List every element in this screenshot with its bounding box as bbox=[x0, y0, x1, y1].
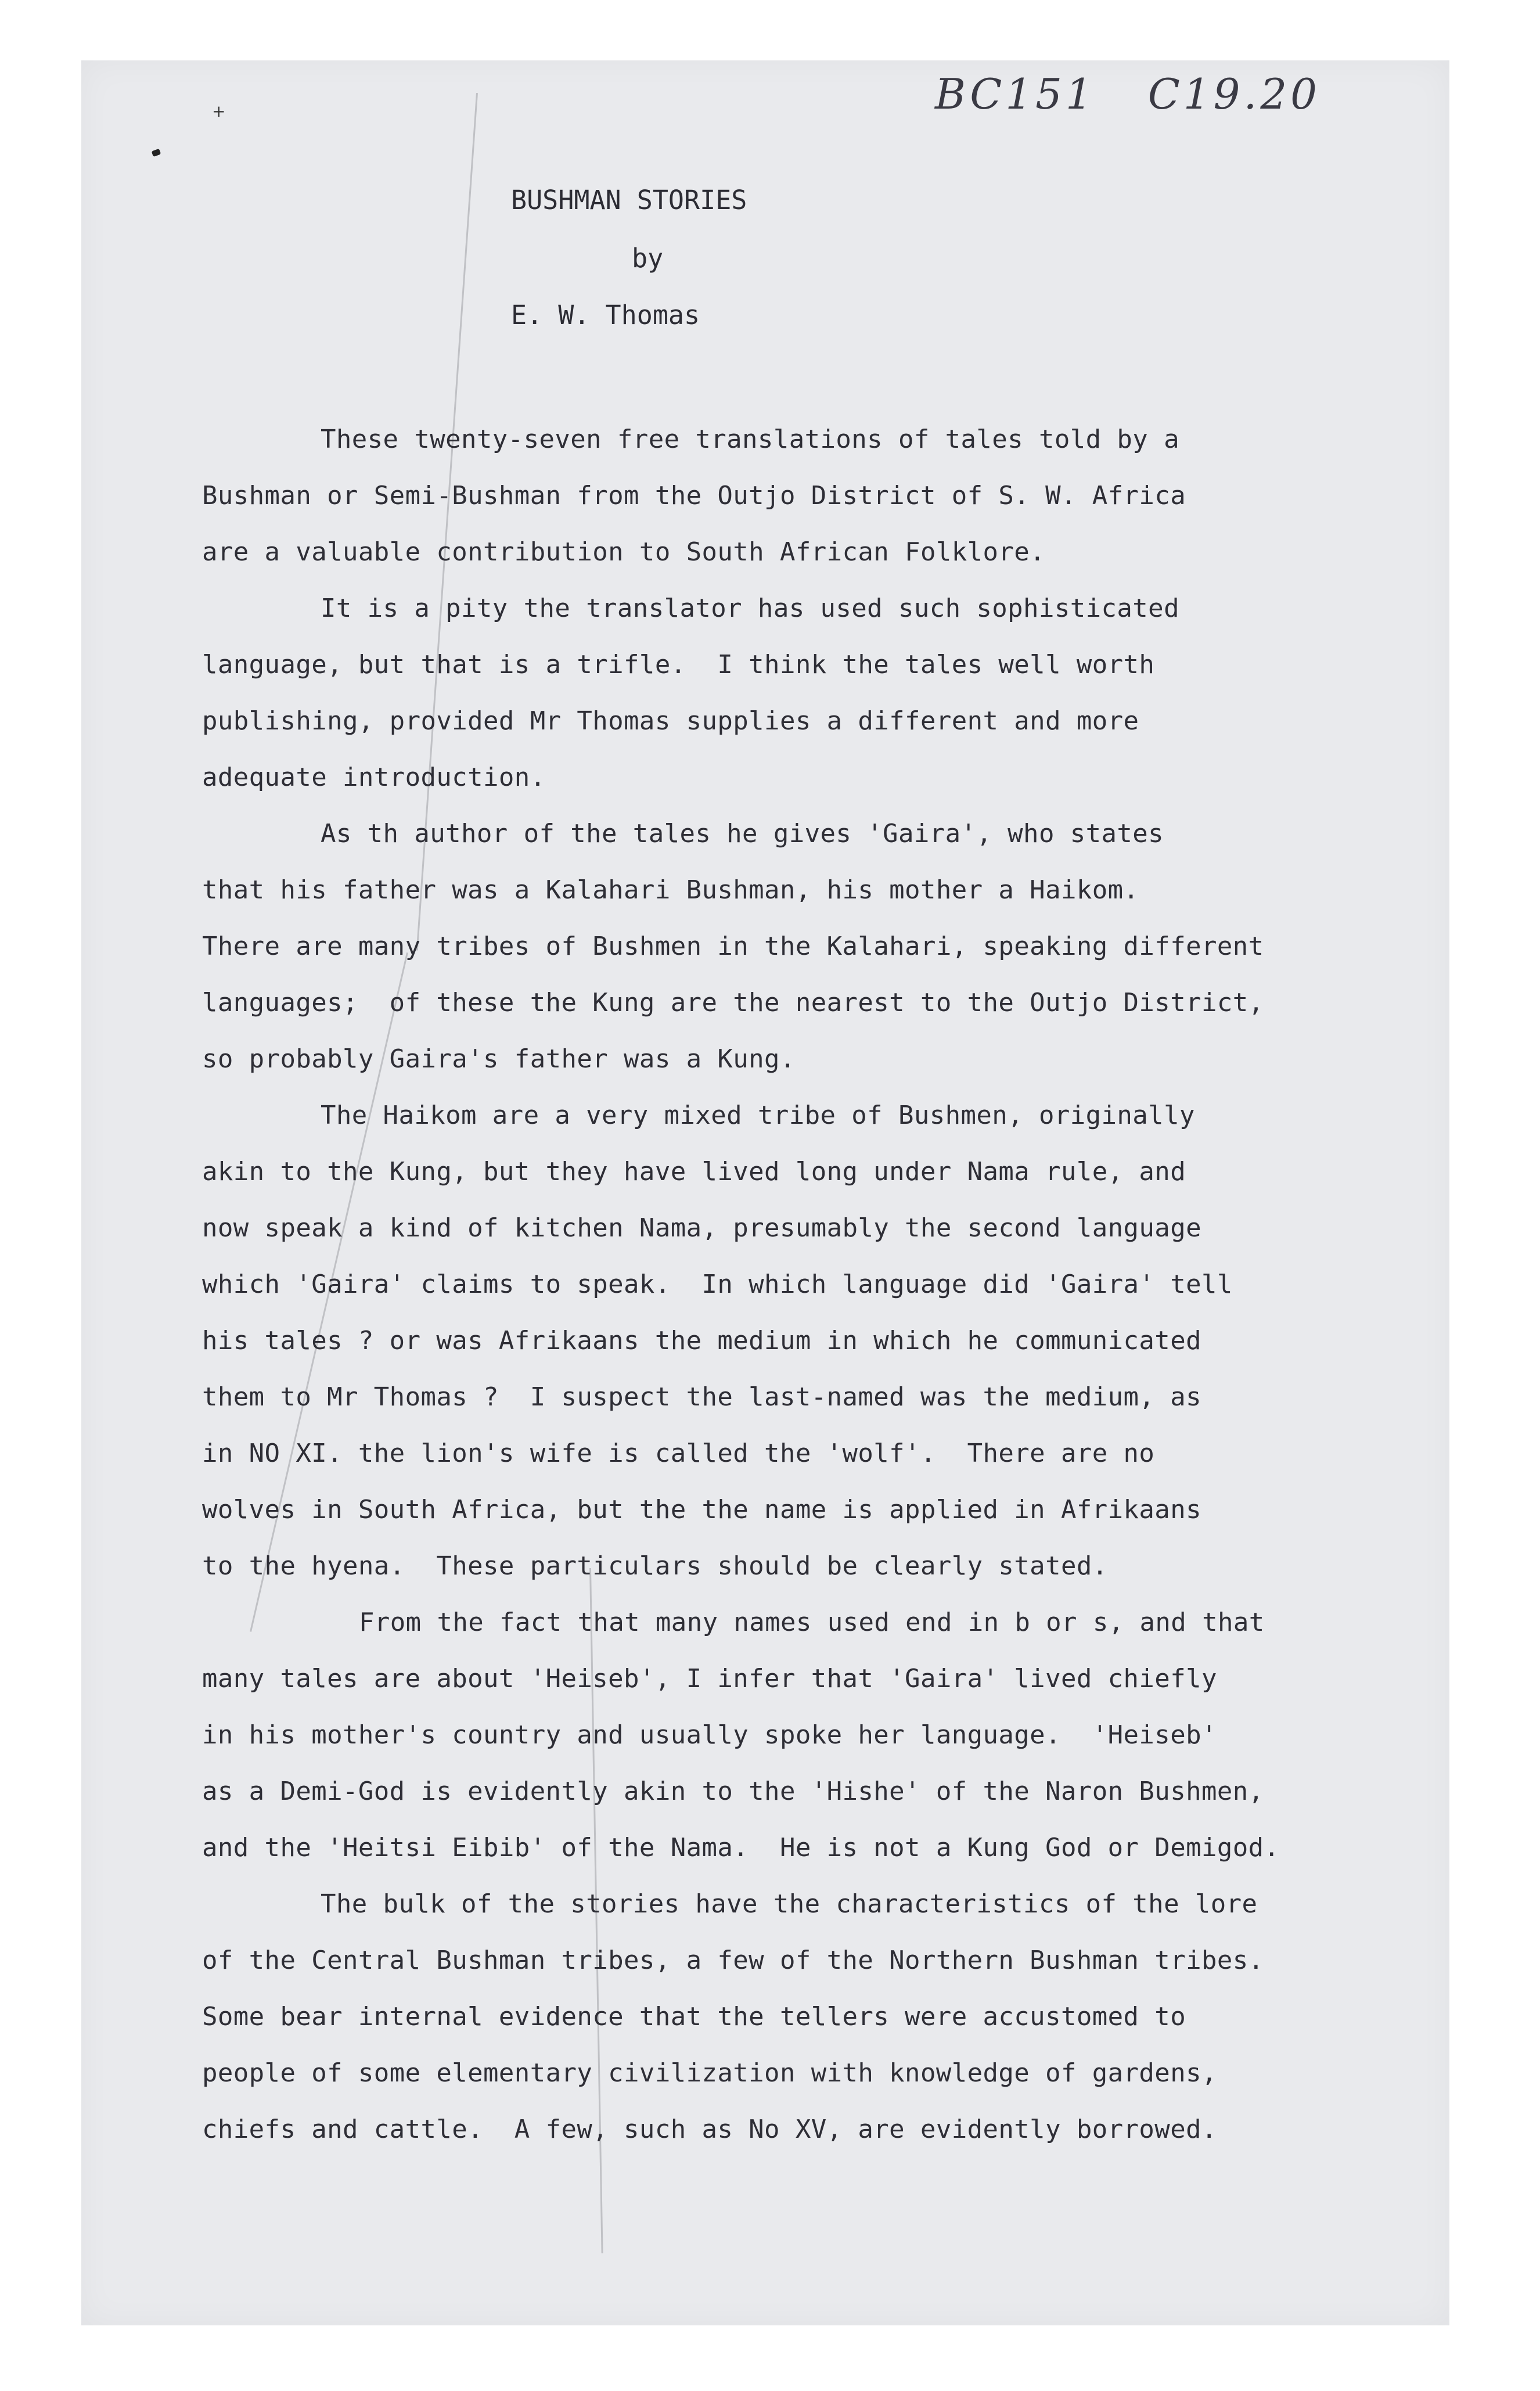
body-line: adequate introduction. bbox=[202, 763, 546, 792]
body-line: The Haikom are a very mixed tribe of Bushmen, originally bbox=[321, 1101, 1195, 1130]
body-text bbox=[202, 411, 1279, 2158]
body-line: From the fact that many names used end in b or s, and that bbox=[359, 1608, 1265, 1637]
body-line: to the hyena. These particulars should be clearly stated. bbox=[202, 1551, 1108, 1581]
body-line: There are many tribes of Bushmen in the Kalahari, speaking different bbox=[202, 932, 1264, 961]
handwritten-archive-codes bbox=[935, 70, 1373, 118]
folder-code: C19.20 bbox=[1147, 70, 1320, 118]
body-line: many tales are about 'Heiseb', I infer that 'Gaira' lived chiefly bbox=[202, 1664, 1217, 1694]
author-name: E. W. Thomas bbox=[511, 300, 700, 330]
body-line: in NO XI. the lion's wife is called the 'wolf'. There are no bbox=[202, 1439, 1155, 1468]
body-line: languages; of these the Kung are the nearest to the Outjo District, bbox=[202, 988, 1264, 1017]
body-line: of the Central Bushman tribes, a few of the Northern Bushman tribes. bbox=[202, 1946, 1264, 1975]
body-line: akin to the Kung, but they have lived long under Nama rule, and bbox=[202, 1157, 1186, 1186]
body-line: These twenty-seven free translations of tales told by a bbox=[321, 425, 1179, 454]
body-line: publishing, provided Mr Thomas supplies a different and more bbox=[202, 706, 1139, 736]
document-title: BUSHMAN STORIES bbox=[511, 185, 747, 215]
body-line: Bushman or Semi-Bushman from the Outjo District of S. W. Africa bbox=[202, 481, 1186, 510]
body-line: wolves in South Africa, but the the name is applied in Afrikaans bbox=[202, 1495, 1201, 1525]
body-line: so probably Gaira's father was a Kung. bbox=[202, 1044, 796, 1074]
body-line: It is a pity the translator has used such sophisticated bbox=[321, 594, 1179, 623]
byline-by: by bbox=[632, 243, 664, 274]
body-line: them to Mr Thomas ? I suspect the last-named was the medium, as bbox=[202, 1382, 1201, 1412]
body-line: are a valuable contribution to South African Folklore. bbox=[202, 537, 1046, 567]
body-line: chiefs and cattle. A few, such as No XV, are evidently borrowed. bbox=[202, 2115, 1217, 2144]
body-line: in his mother's country and usually spoke her language. 'Heiseb' bbox=[202, 1720, 1217, 1750]
body-line: which 'Gaira' claims to speak. In which language did 'Gaira' tell bbox=[202, 1270, 1233, 1299]
corner-mark: + bbox=[212, 102, 226, 121]
body-line: Some bear internal evidence that the tellers were accustomed to bbox=[202, 2002, 1186, 2032]
body-line: as a Demi-God is evidently akin to the 'Hishe' of the Naron Bushmen, bbox=[202, 1777, 1264, 1806]
body-line: that his father was a Kalahari Bushman, his mother a Haikom. bbox=[202, 875, 1139, 905]
body-line: people of some elementary civilization with knowledge of gardens, bbox=[202, 2058, 1217, 2088]
body-line: The bulk of the stories have the characteristics of the lore bbox=[321, 1889, 1258, 1919]
body-line: language, but that is a trifle. I think the tales well worth bbox=[202, 650, 1155, 679]
body-line: now speak a kind of kitchen Nama, presumably the second language bbox=[202, 1213, 1201, 1243]
body-line: and the 'Heitsi Eibib' of the Nama. He is not a Kung God or Demigod. bbox=[202, 1833, 1280, 1863]
body-line: his tales ? or was Afrikaans the medium in which he communicated bbox=[202, 1326, 1201, 1356]
body-line: As th author of the tales he gives 'Gaira', who states bbox=[321, 819, 1164, 848]
catalogue-code: BC151 bbox=[935, 70, 1096, 118]
